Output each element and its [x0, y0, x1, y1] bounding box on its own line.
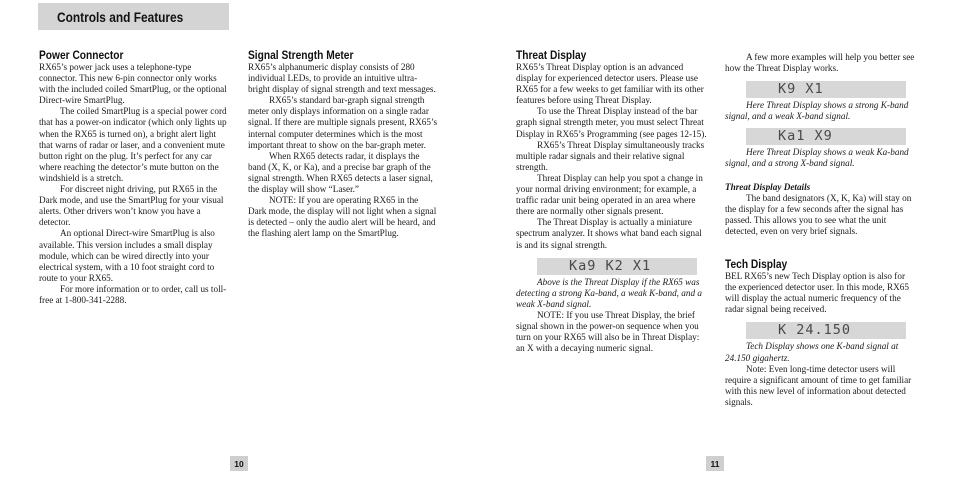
paragraph: RX65’s power jack uses a telephone-type connector. This new 6-pin connector only works with the included coiled SmartPlug, or the optional Direct-wire SmartPlug.: [39, 62, 227, 106]
page-number-left: 10: [230, 456, 248, 471]
paragraph: BEL RX65’s new Tech Display option is also for the experienced detector user. In this mode, RX65 will display the actual numeric frequency of the radar signal being received.: [725, 271, 909, 315]
paragraph: When RX65 detects radar, it displays the band (X, K, or Ka), and a precise bar graph of the signal strength. When RX65 detects a laser signal, the display will show “Laser.”: [248, 150, 433, 195]
paragraph: For more information or to order, call us toll-free at 1-800-341-2288.: [39, 283, 227, 305]
display-caption: Above is the Threat Display if the RX65 was detecting a strong Ka-band, a weak K-band, and a weak X-band signal.: [516, 276, 702, 309]
example-display-lcd: Ka1 X9: [746, 128, 906, 145]
example-display-lcd: K9 X1: [746, 81, 906, 98]
display-caption: Tech Display shows one K-band signal at 24.150 gigahertz.: [725, 341, 899, 363]
section-header-tab: [38, 3, 229, 30]
heading-power-connector: Power Connector: [39, 48, 124, 62]
tech-display-lcd: K 24.150: [746, 322, 906, 339]
paragraph: The coiled SmartPlug is a special power cord that has a power-on indicator (which only lights up when the RX65 is turned on), a bright alert light that warns of radar or laser, and a convenient mute button right on the plug. It’s perfect for any car where reaching the detector’s mute button on the windshield is a stretch.: [39, 106, 227, 183]
threat-display-lcd: Ka9 K2 X1: [537, 258, 697, 275]
column-signal-strength: [248, 48, 438, 240]
paragraph: NOTE: If you use Threat Display, the brief signal shown in the power-on sequence when you turn on your RX65 will also be in Threat Display: an X with a decaying numeric signal.: [516, 309, 700, 354]
heading-signal-strength-meter: Signal Strength Meter: [248, 48, 354, 62]
paragraph: An optional Direct-wire SmartPlug is also available. This version includes a small display module, which can be wired directly into your electrical system, with a 10 foot straight cord to route to your RX65.: [39, 228, 215, 283]
column-examples-tech: [725, 52, 916, 408]
section-title: Controls and Features: [57, 8, 184, 25]
page-number-right: 11: [706, 456, 724, 471]
paragraph: A few more examples will help you better see how the Threat Display works.: [725, 52, 915, 74]
column-threat-display: [516, 48, 707, 354]
paragraph: RX65’s Threat Display simultaneously tracks multiple radar signals and their relative signal strength.: [516, 139, 705, 172]
paragraph: To use the Threat Display instead of the bar graph signal strength meter, you must select Threat Display in RX65’s Programming (see pages 12-15).: [516, 106, 707, 139]
paragraph: RX65’s Threat Display option is an advanced display for experienced detector users. Please use RX65 for a few weeks to get familiar with its other features before using Threat Display.: [516, 62, 704, 106]
paragraph: For discreet night driving, put RX65 in the Dark mode, and use the SmartPlug for your visual alerts. Other drivers won’t know you have a detector.: [39, 184, 224, 228]
paragraph: The Threat Display is actually a miniature spectrum analyzer. It shows what band each signal is and its signal strength.: [516, 217, 702, 250]
paragraph: Note: Even long-time detector users will require a significant amount of time to get familiar with this new level of information about detected signals.: [725, 363, 912, 407]
display-caption: Here Threat Display shows a strong K-band signal, and a weak X-band signal.: [725, 100, 909, 122]
display-caption: Here Threat Display shows a weak Ka-band signal, and a strong X-band signal.: [725, 147, 909, 169]
paragraph: The band designators (X, K, Ka) will stay on the display for a few seconds after the signal has passed. This allows you to see what the unit detected, even on very brief signals.: [725, 192, 912, 236]
paragraph: RX65’s alphanumeric display consists of 280 individual LEDs, to provide an intuitive ultra-bright display of signal strength and text messages.: [248, 62, 436, 95]
paragraph: NOTE: If you are operating RX65 in the Dark mode, the display will not light when a signal is detected – only the audio alert will be heard, and the flashing alert lamp on the SmartPlug.: [248, 195, 437, 239]
heading-tech-display: Tech Display: [725, 257, 788, 272]
heading-threat-display-details: Threat Display Details: [725, 181, 811, 192]
paragraph: Threat Display can help you spot a change in your normal driving environment; for example, a traffic radar unit being operated in an area where there are normally other signals present.: [516, 172, 703, 217]
heading-threat-display: Threat Display: [516, 48, 587, 62]
paragraph: RX65’s standard bar-graph signal strength meter only displays information on a single radar signal. If there are multiple signals present, RX65’s internal computer determines which is the most important threat to show on the bar-graph meter.: [248, 95, 438, 150]
column-power-connector: [39, 48, 229, 306]
